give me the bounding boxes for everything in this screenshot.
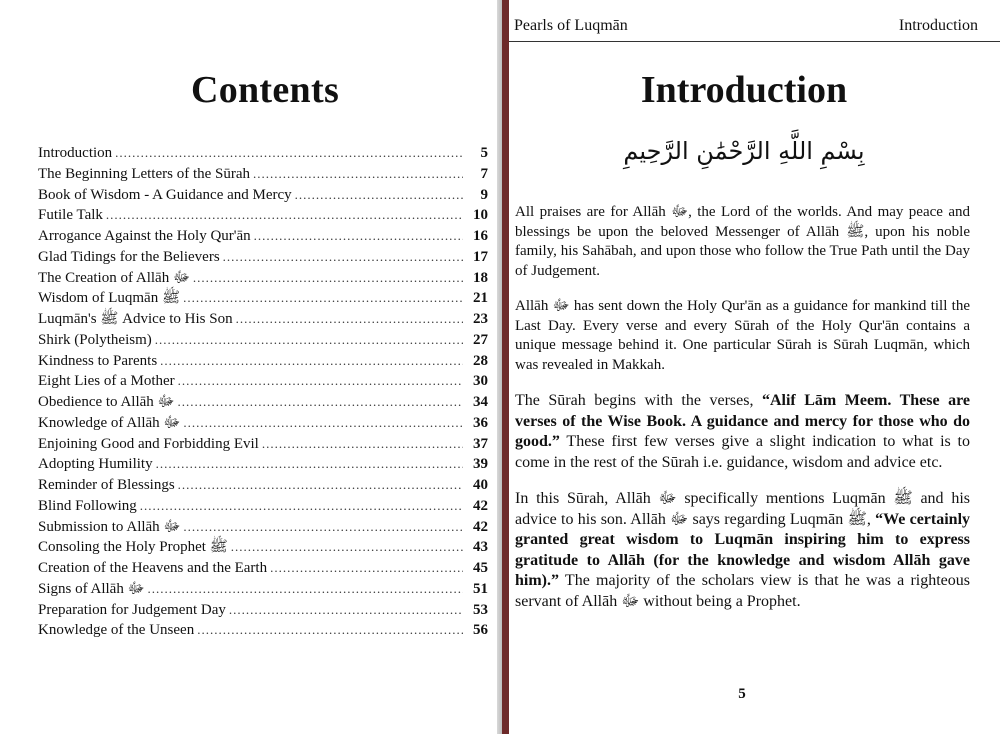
running-head-book-title: Pearls of Luqmān: [514, 17, 628, 34]
toc-entry-page: 10: [473, 207, 488, 224]
toc-entry-page: 5: [480, 145, 488, 161]
paragraph-4-lead: In this Sūrah, Allāh ﷻ specifically mentions Luqmān ﷺ and his advice to his son. Allāh ﷻ says regarding Luqmān ﷺ,: [515, 490, 970, 528]
toc-entry-page: 37: [473, 435, 488, 452]
toc-leader-dots: [156, 454, 463, 475]
toc-entry-label: Adopting Humility: [38, 456, 153, 473]
toc-entry: [38, 434, 488, 455]
toc-entry-label: Introduction: [38, 145, 113, 161]
basmala-calligraphy: بِسْمِ اللَّهِ الرَّحْمَٰنِ الرَّحِيمِ: [623, 137, 865, 165]
toc-entry-page: 45: [473, 560, 488, 576]
toc-entry-label: Knowledge of Allāh ﷻ: [38, 414, 181, 431]
toc-entry: [38, 579, 488, 600]
paragraph-3-lead: The Sūrah begins with the verses,: [515, 392, 762, 409]
toc-entry-label: Reminder of Blessings: [38, 477, 175, 493]
toc-entry: [38, 454, 488, 475]
toc-entry: [38, 600, 488, 621]
toc-entry: [38, 226, 488, 247]
toc-entry-label: Consoling the Holy Prophet ﷺ: [38, 539, 228, 556]
toc-entry-label: Shirk (Polytheism): [38, 331, 152, 348]
toc-entry-label: Creation of the Heavens and the Earth: [38, 560, 268, 576]
introduction-body: [515, 203, 970, 628]
toc-leader-dots: [178, 475, 463, 496]
toc-entry-label: The Creation of Allāh ﷻ: [38, 269, 190, 286]
toc-entry-page: 28: [473, 352, 488, 369]
toc-entry: [38, 558, 488, 579]
toc-leader-dots: [115, 143, 463, 164]
toc-entry-label: Knowledge of the Unseen: [38, 622, 195, 639]
toc-entry-label: Blind Following: [38, 497, 137, 514]
paragraph-3-tail: These first few verses give a slight indication to what is to come in the rest of the Sūrah i.e. guidance, wisdom and advice etc.: [515, 433, 970, 471]
toc-leader-dots: [140, 496, 463, 517]
toc-entry-page: 42: [473, 518, 488, 535]
toc-entry-page: 30: [473, 373, 488, 390]
toc-leader-dots: [183, 288, 463, 309]
toc-entry-page: 17: [473, 248, 488, 265]
toc-leader-dots: [148, 579, 463, 600]
toc-leader-dots: [177, 392, 463, 413]
toc-entry: [38, 288, 488, 309]
toc-entry: [38, 371, 488, 392]
toc-entry-label: The Beginning Letters of the Sūrah: [38, 165, 251, 182]
toc-entry: [38, 537, 488, 558]
toc-entry-page: 51: [473, 580, 488, 597]
toc-leader-dots: [106, 205, 463, 226]
toc-entry-page: 7: [480, 165, 488, 182]
toc-entry-page: 27: [473, 331, 488, 348]
toc-leader-dots: [262, 434, 463, 455]
toc-entry-label: Glad Tidings for the Believers: [38, 248, 220, 265]
toc-leader-dots: [160, 351, 463, 372]
toc-entry: [38, 351, 488, 372]
toc-entry-label: Enjoining Good and Forbidding Evil: [38, 435, 259, 452]
toc-entry: [38, 164, 488, 185]
running-header: [509, 15, 1000, 42]
toc-entry: [38, 268, 488, 289]
introduction-title: Introduction: [640, 69, 848, 111]
paragraph-3: [515, 391, 970, 473]
toc-leader-dots: [183, 413, 463, 434]
book-gutter: [502, 0, 509, 734]
toc-entry-page: 53: [473, 601, 488, 618]
toc-entry-label: Preparation for Judgement Day: [38, 601, 226, 618]
toc-entry-label: Book of Wisdom - A Guidance and Mercy: [38, 186, 292, 203]
page-number: 5: [738, 686, 746, 702]
paragraph-4-tail: The majority of the scholars view is that he was a righteous servant of Allāh ﷻ without being a Prophet.: [515, 572, 970, 610]
toc-entry-page: 34: [473, 394, 488, 410]
toc-entry-label: Arrogance Against the Holy Qur'ān: [38, 228, 251, 244]
toc-entry-label: Futile Talk: [38, 207, 103, 224]
toc-entry: [38, 185, 488, 206]
toc-entry-label: Submission to Allāh ﷻ: [38, 518, 181, 535]
toc-entry: [38, 247, 488, 268]
toc-leader-dots: [178, 371, 463, 392]
toc-entry-label: Signs of Allāh ﷻ: [38, 580, 145, 597]
toc-entry: [38, 620, 488, 641]
toc-entry-page: 43: [473, 539, 488, 556]
toc-entry-label: Kindness to Parents: [38, 352, 158, 369]
introduction-page: [509, 0, 1000, 734]
toc-entry-label: Wisdom of Luqmān ﷺ: [38, 290, 181, 307]
toc-leader-dots: [155, 330, 463, 351]
toc-leader-dots: [270, 558, 463, 579]
toc-entry: [38, 309, 488, 330]
toc-entry-page: 9: [480, 186, 488, 203]
toc-leader-dots: [193, 268, 463, 289]
toc-leader-dots: [295, 185, 463, 206]
toc-entry-page: 23: [473, 311, 488, 327]
toc-entry: [38, 475, 488, 496]
toc-entry-page: 36: [473, 414, 488, 431]
toc-leader-dots: [223, 247, 463, 268]
toc-leader-dots: [253, 164, 463, 185]
toc-leader-dots: [254, 226, 463, 247]
toc-entry-page: 42: [473, 497, 488, 514]
paragraph-4: [515, 489, 970, 612]
paragraph-1: All praises are for Allāh ﷻ, the Lord of the worlds. And may peace and blessings be upon the beloved Messenger of Allāh ﷺ, upon his noble family, his Sahābah, and upon those who follow the True Path until the Day of Judgement.: [515, 204, 970, 279]
verse-quote-1: “Alif Lām Meem. These are verses of the Wise Book. A guidance and mercy for those who do good.”: [515, 392, 971, 450]
toc-entry: [38, 143, 488, 164]
verse-quote-2: “We certainly granted great wisdom to Luqmān inspiring him to express gratitude to Allāh (for the knowledge and wisdom Allāh gave him).”: [515, 510, 971, 589]
toc-entry-label: Luqmān's ﷺ Advice to His Son: [38, 311, 233, 327]
toc-entry-page: 18: [473, 269, 488, 286]
contents-title: Contents: [190, 69, 340, 111]
toc-entry: [38, 413, 488, 434]
toc-entry: [38, 392, 488, 413]
toc-entry-page: 39: [473, 456, 488, 473]
toc-entry-page: 16: [473, 228, 488, 244]
toc-leader-dots: [197, 620, 463, 641]
toc-entry: [38, 517, 488, 538]
toc-leader-dots: [231, 537, 463, 558]
toc-leader-dots: [183, 517, 463, 538]
running-head-section: Introduction: [898, 17, 978, 34]
toc-entry-label: Obedience to Allāh ﷻ: [38, 394, 175, 410]
table-of-contents: [38, 143, 488, 641]
paragraph-2: Allāh ﷻ has sent down the Holy Qur'ān as a guidance for mankind till the Last Day. Every verse and every Sūrah of the Holy Qur'ān contains a unique message behind it. One particular Sūrah is Sūrah Luqmān, which was revealed in Makkah.: [515, 298, 971, 373]
toc-entry-page: 21: [473, 290, 488, 307]
toc-entry: [38, 496, 488, 517]
toc-entry: [38, 330, 488, 351]
toc-entry-label: Eight Lies of a Mother: [38, 373, 175, 390]
toc-entry: [38, 205, 488, 226]
toc-leader-dots: [236, 309, 463, 330]
toc-entry-page: 40: [473, 477, 488, 493]
toc-leader-dots: [229, 600, 463, 621]
toc-entry-page: 56: [473, 622, 488, 639]
